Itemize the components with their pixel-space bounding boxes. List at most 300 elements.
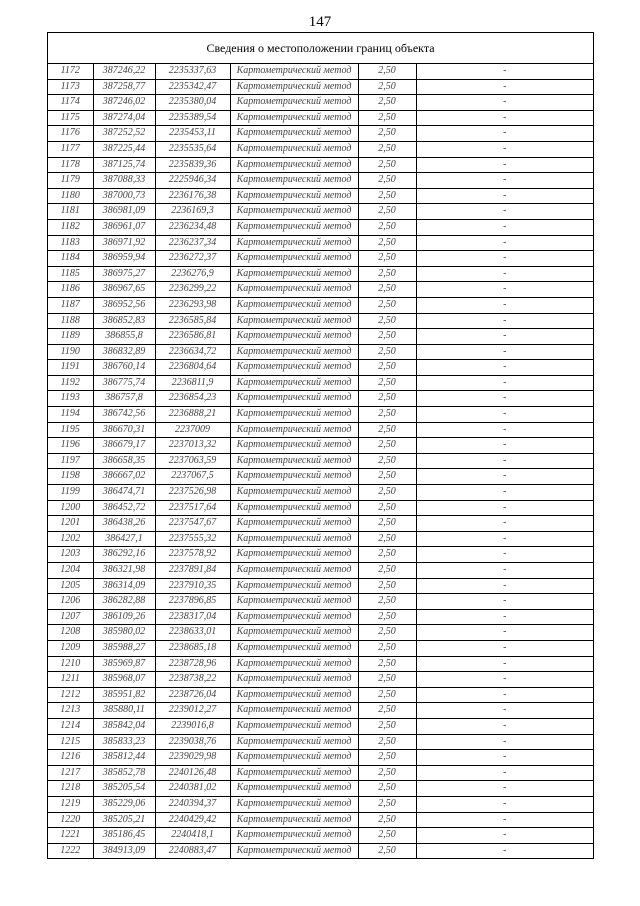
x-coordinate-cell: 386757,8 xyxy=(93,391,155,407)
point-number-cell: 1184 xyxy=(48,251,93,267)
point-number-cell: 1196 xyxy=(48,438,93,454)
table-row xyxy=(48,422,593,438)
point-number-cell: 1215 xyxy=(48,734,93,750)
x-coordinate-cell: 387274,04 xyxy=(93,110,155,126)
x-coordinate-cell: 386321,98 xyxy=(93,563,155,579)
x-coordinate-cell: 385186,45 xyxy=(93,828,155,844)
description-cell: - xyxy=(416,750,593,766)
precision-cell: 2,50 xyxy=(358,235,416,251)
y-coordinate-cell: 2236811,9 xyxy=(155,375,230,391)
method-cell: Картометрический метод xyxy=(230,251,358,267)
y-coordinate-cell: 2236237,34 xyxy=(155,235,230,251)
method-cell: Картометрический метод xyxy=(230,375,358,391)
table-row xyxy=(48,718,593,734)
precision-cell: 2,50 xyxy=(358,796,416,812)
description-cell: - xyxy=(416,141,593,157)
description-cell: - xyxy=(416,563,593,579)
table-row xyxy=(48,703,593,719)
description-cell: - xyxy=(416,422,593,438)
point-number-cell: 1221 xyxy=(48,828,93,844)
point-number-cell: 1218 xyxy=(48,781,93,797)
method-cell: Картометрический метод xyxy=(230,796,358,812)
description-cell: - xyxy=(416,625,593,641)
precision-cell: 2,50 xyxy=(358,843,416,858)
description-cell: - xyxy=(416,126,593,142)
y-coordinate-cell: 2235839,36 xyxy=(155,157,230,173)
method-cell: Картометрический метод xyxy=(230,173,358,189)
y-coordinate-cell: 2236299,22 xyxy=(155,282,230,298)
precision-cell: 2,50 xyxy=(358,500,416,516)
description-cell: - xyxy=(416,640,593,656)
point-number-cell: 1207 xyxy=(48,609,93,625)
y-coordinate-cell: 2237891,84 xyxy=(155,563,230,579)
precision-cell: 2,50 xyxy=(358,734,416,750)
method-cell: Картометрический метод xyxy=(230,594,358,610)
x-coordinate-cell: 386961,07 xyxy=(93,219,155,235)
table-row xyxy=(48,141,593,157)
method-cell: Картометрический метод xyxy=(230,765,358,781)
point-number-cell: 1210 xyxy=(48,656,93,672)
y-coordinate-cell: 2235453,11 xyxy=(155,126,230,142)
x-coordinate-cell: 386832,89 xyxy=(93,344,155,360)
table-row xyxy=(48,329,593,345)
table-row xyxy=(48,235,593,251)
x-coordinate-cell: 387252,52 xyxy=(93,126,155,142)
table-row xyxy=(48,672,593,688)
table-row xyxy=(48,765,593,781)
x-coordinate-cell: 386952,56 xyxy=(93,297,155,313)
precision-cell: 2,50 xyxy=(358,188,416,204)
table-row xyxy=(48,516,593,532)
table-row xyxy=(48,219,593,235)
x-coordinate-cell: 385205,54 xyxy=(93,781,155,797)
point-number-cell: 1174 xyxy=(48,95,93,111)
x-coordinate-cell: 385205,21 xyxy=(93,812,155,828)
x-coordinate-cell: 385880,11 xyxy=(93,703,155,719)
table-row xyxy=(48,531,593,547)
x-coordinate-cell: 385852,78 xyxy=(93,765,155,781)
x-coordinate-cell: 385833,23 xyxy=(93,734,155,750)
y-coordinate-cell: 2236234,48 xyxy=(155,219,230,235)
x-coordinate-cell: 387125,74 xyxy=(93,157,155,173)
description-cell: - xyxy=(416,344,593,360)
method-cell: Картометрический метод xyxy=(230,391,358,407)
point-number-cell: 1182 xyxy=(48,219,93,235)
description-cell: - xyxy=(416,469,593,485)
method-cell: Картометрический метод xyxy=(230,95,358,111)
x-coordinate-cell: 386852,83 xyxy=(93,313,155,329)
description-cell: - xyxy=(416,594,593,610)
method-cell: Картометрический метод xyxy=(230,64,358,79)
method-cell: Картометрический метод xyxy=(230,781,358,797)
description-cell: - xyxy=(416,407,593,423)
x-coordinate-cell: 386760,14 xyxy=(93,360,155,376)
method-cell: Картометрический метод xyxy=(230,609,358,625)
description-cell: - xyxy=(416,828,593,844)
precision-cell: 2,50 xyxy=(358,453,416,469)
table-row xyxy=(48,313,593,329)
y-coordinate-cell: 2240429,42 xyxy=(155,812,230,828)
description-cell: - xyxy=(503,844,507,856)
x-coordinate-cell: 386775,74 xyxy=(93,375,155,391)
point-number-cell: 1203 xyxy=(48,547,93,563)
table-row xyxy=(48,687,593,703)
y-coordinate-cell: 2236585,84 xyxy=(155,313,230,329)
x-coordinate-cell: 386427,1 xyxy=(93,531,155,547)
method-cell: Картометрический метод xyxy=(230,313,358,329)
precision-cell: 2,50 xyxy=(358,157,416,173)
description-cell: - xyxy=(416,313,593,329)
method-cell: Картометрический метод xyxy=(230,656,358,672)
table-row xyxy=(48,438,593,454)
y-coordinate-cell: 2240381,02 xyxy=(155,781,230,797)
point-number-cell: 1198 xyxy=(48,469,93,485)
table-row xyxy=(48,485,593,501)
method-cell: Картометрический метод xyxy=(230,828,358,844)
method-cell: Картометрический метод xyxy=(230,843,358,858)
method-cell: Картометрический метод xyxy=(230,438,358,454)
description-cell: - xyxy=(416,204,593,220)
page-number: 147 xyxy=(308,14,332,30)
boundary-table xyxy=(47,32,594,859)
y-coordinate-cell: 2237578,92 xyxy=(155,547,230,563)
table-row xyxy=(48,297,593,313)
precision-cell: 2,50 xyxy=(358,485,416,501)
table-row xyxy=(48,204,593,220)
method-cell: Картометрический метод xyxy=(230,563,358,579)
point-number-cell: 1188 xyxy=(48,313,93,329)
table-row xyxy=(48,64,593,79)
y-coordinate-cell: 2235337,63 xyxy=(155,64,230,79)
precision-cell: 2,50 xyxy=(358,219,416,235)
table-row xyxy=(48,750,593,766)
precision-cell: 2,50 xyxy=(358,204,416,220)
method-cell: Картометрический метод xyxy=(230,126,358,142)
method-cell: Картометрический метод xyxy=(230,157,358,173)
table-row xyxy=(48,95,593,111)
table-row xyxy=(48,188,593,204)
x-coordinate-cell: 386438,26 xyxy=(93,516,155,532)
y-coordinate-cell: 2237063,59 xyxy=(155,453,230,469)
y-coordinate-cell: 2239029,98 xyxy=(155,750,230,766)
method-cell: Картометрический метод xyxy=(230,469,358,485)
method-cell: Картометрический метод xyxy=(230,578,358,594)
y-coordinate-cell: 2236854,23 xyxy=(155,391,230,407)
description-cell: - xyxy=(416,110,593,126)
y-coordinate-cell: 2238317,04 xyxy=(155,609,230,625)
table-row xyxy=(48,625,593,641)
y-coordinate-cell: 2236169,3 xyxy=(155,204,230,220)
description-cell: - xyxy=(416,516,593,532)
description-cell: - xyxy=(416,781,593,797)
method-cell: Картометрический метод xyxy=(230,141,358,157)
precision-cell: 2,50 xyxy=(358,828,416,844)
x-coordinate-cell: 385968,07 xyxy=(93,672,155,688)
y-coordinate-cell: 2225946,34 xyxy=(155,173,230,189)
method-cell: Картометрический метод xyxy=(230,718,358,734)
precision-cell: 2,50 xyxy=(358,438,416,454)
point-number-cell: 1195 xyxy=(48,422,93,438)
x-coordinate-cell: 385969,87 xyxy=(93,656,155,672)
table-row xyxy=(48,110,593,126)
x-coordinate-cell: 387246,02 xyxy=(93,95,155,111)
description-cell: - xyxy=(416,251,593,267)
method-cell: Картометрический метод xyxy=(230,79,358,95)
description-cell: - xyxy=(416,656,593,672)
x-coordinate-cell: 384913,09 xyxy=(93,843,155,858)
method-cell: Картометрический метод xyxy=(230,110,358,126)
point-number-cell: 1176 xyxy=(48,126,93,142)
method-cell: Картометрический метод xyxy=(230,453,358,469)
x-coordinate-cell: 385988,27 xyxy=(93,640,155,656)
table-title: Сведения о местоположении границ объекта xyxy=(48,33,593,64)
point-number-cell: 1220 xyxy=(48,812,93,828)
table-row xyxy=(48,282,593,298)
x-coordinate-cell: 386679,17 xyxy=(93,438,155,454)
table-row xyxy=(48,843,593,858)
table-row xyxy=(48,251,593,267)
point-number-cell: 1219 xyxy=(48,796,93,812)
description-cell: - xyxy=(416,531,593,547)
description-cell: - xyxy=(416,578,593,594)
precision-cell: 2,50 xyxy=(358,407,416,423)
point-number-cell: 1209 xyxy=(48,640,93,656)
point-number-cell: 1186 xyxy=(48,282,93,298)
precision-cell: 2,50 xyxy=(358,141,416,157)
x-coordinate-cell: 387000,73 xyxy=(93,188,155,204)
point-number-cell: 1211 xyxy=(48,672,93,688)
x-coordinate-cell: 387088,33 xyxy=(93,173,155,189)
y-coordinate-cell: 2240883,47 xyxy=(155,843,230,858)
table-row xyxy=(48,469,593,485)
description-cell: - xyxy=(416,609,593,625)
method-cell: Картометрический метод xyxy=(230,500,358,516)
y-coordinate-cell: 2239016,8 xyxy=(155,718,230,734)
x-coordinate-cell: 387258,77 xyxy=(93,79,155,95)
table-row xyxy=(48,563,593,579)
y-coordinate-cell: 2238738,22 xyxy=(155,672,230,688)
point-number-cell: 1185 xyxy=(48,266,93,282)
precision-cell: 2,50 xyxy=(358,531,416,547)
precision-cell: 2,50 xyxy=(358,360,416,376)
y-coordinate-cell: 2236293,98 xyxy=(155,297,230,313)
y-coordinate-cell: 2236804,64 xyxy=(155,360,230,376)
method-cell: Картометрический метод xyxy=(230,235,358,251)
description-cell: - xyxy=(416,219,593,235)
precision-cell: 2,50 xyxy=(358,594,416,610)
x-coordinate-cell: 387225,44 xyxy=(93,141,155,157)
table-row xyxy=(48,578,593,594)
method-cell: Картометрический метод xyxy=(230,687,358,703)
x-coordinate-cell: 386282,88 xyxy=(93,594,155,610)
y-coordinate-cell: 2236586,81 xyxy=(155,329,230,345)
x-coordinate-cell: 386959,94 xyxy=(93,251,155,267)
description-cell: - xyxy=(416,329,593,345)
table-row xyxy=(48,344,593,360)
precision-cell: 2,50 xyxy=(358,110,416,126)
point-number-cell: 1183 xyxy=(48,235,93,251)
description-cell: - xyxy=(416,438,593,454)
x-coordinate-cell: 386981,09 xyxy=(93,204,155,220)
x-coordinate-cell: 386855,8 xyxy=(93,329,155,345)
description-cell: - xyxy=(416,796,593,812)
precision-cell: 2,50 xyxy=(358,625,416,641)
point-number-cell: 1200 xyxy=(48,500,93,516)
point-number-cell: 1187 xyxy=(48,297,93,313)
precision-cell: 2,50 xyxy=(358,750,416,766)
precision-cell: 2,50 xyxy=(358,672,416,688)
y-coordinate-cell: 2235535,64 xyxy=(155,141,230,157)
method-cell: Картометрический метод xyxy=(230,750,358,766)
y-coordinate-cell: 2239038,76 xyxy=(155,734,230,750)
method-cell: Картометрический метод xyxy=(230,282,358,298)
description-cell: - xyxy=(416,703,593,719)
precision-cell: 2,50 xyxy=(358,469,416,485)
y-coordinate-cell: 2237067,5 xyxy=(155,469,230,485)
method-cell: Картометрический метод xyxy=(230,266,358,282)
x-coordinate-cell: 386670,31 xyxy=(93,422,155,438)
description-cell: - xyxy=(416,734,593,750)
description-cell: - xyxy=(416,812,593,828)
x-coordinate-cell: 385842,04 xyxy=(93,718,155,734)
point-number-cell: 1192 xyxy=(48,375,93,391)
x-coordinate-cell: 386742,56 xyxy=(93,407,155,423)
precision-cell: 2,50 xyxy=(358,329,416,345)
y-coordinate-cell: 2237910,35 xyxy=(155,578,230,594)
point-number-cell: 1173 xyxy=(48,79,93,95)
method-cell: Картометрический метод xyxy=(230,485,358,501)
precision-cell: 2,50 xyxy=(358,391,416,407)
table-row xyxy=(48,594,593,610)
y-coordinate-cell: 2235342,47 xyxy=(155,79,230,95)
y-coordinate-cell: 2235389,54 xyxy=(155,110,230,126)
precision-cell: 2,50 xyxy=(358,640,416,656)
table-row xyxy=(48,500,593,516)
y-coordinate-cell: 2237555,32 xyxy=(155,531,230,547)
precision-cell: 2,50 xyxy=(358,765,416,781)
precision-cell: 2,50 xyxy=(358,703,416,719)
precision-cell: 2,50 xyxy=(358,344,416,360)
description-cell: - xyxy=(416,157,593,173)
method-cell: Картометрический метод xyxy=(230,734,358,750)
description-cell: - xyxy=(416,95,593,111)
method-cell: Картометрический метод xyxy=(230,297,358,313)
y-coordinate-cell: 2240394,37 xyxy=(155,796,230,812)
description-cell: - xyxy=(416,500,593,516)
point-number-cell: 1177 xyxy=(48,141,93,157)
method-cell: Картометрический метод xyxy=(230,703,358,719)
point-number-cell: 1205 xyxy=(48,578,93,594)
point-number-cell: 1217 xyxy=(48,765,93,781)
x-coordinate-cell: 386474,71 xyxy=(93,485,155,501)
method-cell: Картометрический метод xyxy=(230,219,358,235)
x-coordinate-cell: 385951,82 xyxy=(93,687,155,703)
y-coordinate-cell: 2237517,64 xyxy=(155,500,230,516)
point-number-cell: 1190 xyxy=(48,344,93,360)
precision-cell: 2,50 xyxy=(358,282,416,298)
point-number-cell: 1178 xyxy=(48,157,93,173)
table-body xyxy=(48,64,593,858)
table-row xyxy=(48,796,593,812)
method-cell: Картометрический метод xyxy=(230,188,358,204)
precision-cell: 2,50 xyxy=(358,578,416,594)
table-row xyxy=(48,79,593,95)
description-cell: - xyxy=(416,391,593,407)
method-cell: Картометрический метод xyxy=(230,422,358,438)
point-number-cell: 1179 xyxy=(48,173,93,189)
precision-cell: 2,50 xyxy=(358,422,416,438)
table-row xyxy=(48,828,593,844)
point-number-cell: 1193 xyxy=(48,391,93,407)
precision-cell: 2,50 xyxy=(358,375,416,391)
table-row xyxy=(48,656,593,672)
point-number-cell: 1189 xyxy=(48,329,93,345)
precision-cell: 2,50 xyxy=(358,251,416,267)
y-coordinate-cell: 2238726,04 xyxy=(155,687,230,703)
point-number-cell: 1204 xyxy=(48,563,93,579)
table-row xyxy=(48,812,593,828)
method-cell: Картометрический метод xyxy=(230,344,358,360)
y-coordinate-cell: 2237013,32 xyxy=(155,438,230,454)
precision-cell: 2,50 xyxy=(358,547,416,563)
x-coordinate-cell: 387246,22 xyxy=(93,64,155,79)
point-number-cell: 1175 xyxy=(48,110,93,126)
x-coordinate-cell: 386971,92 xyxy=(93,235,155,251)
precision-cell: 2,50 xyxy=(358,563,416,579)
point-number-cell: 1206 xyxy=(48,594,93,610)
point-number-cell: 1201 xyxy=(48,516,93,532)
description-cell: - xyxy=(416,453,593,469)
y-coordinate-cell: 2238728,96 xyxy=(155,656,230,672)
method-cell: Картометрический метод xyxy=(230,407,358,423)
y-coordinate-cell: 2237526,98 xyxy=(155,485,230,501)
x-coordinate-cell: 386109,26 xyxy=(93,609,155,625)
y-coordinate-cell: 2237896,85 xyxy=(155,594,230,610)
point-number-cell: 1181 xyxy=(48,204,93,220)
point-number-cell: 1222 xyxy=(48,843,93,858)
description-cell: - xyxy=(416,360,593,376)
precision-cell: 2,50 xyxy=(358,516,416,532)
point-number-cell: 1197 xyxy=(48,453,93,469)
method-cell: Картометрический метод xyxy=(230,672,358,688)
point-number-cell: 1199 xyxy=(48,485,93,501)
y-coordinate-cell: 2238633,01 xyxy=(155,625,230,641)
y-coordinate-cell: 2237009 xyxy=(155,422,230,438)
precision-cell: 2,50 xyxy=(358,126,416,142)
table-row xyxy=(48,547,593,563)
y-coordinate-cell: 2236276,9 xyxy=(155,266,230,282)
y-coordinate-cell: 2240126,48 xyxy=(155,765,230,781)
y-coordinate-cell: 2235380,04 xyxy=(155,95,230,111)
precision-cell: 2,50 xyxy=(358,95,416,111)
method-cell: Картометрический метод xyxy=(230,640,358,656)
y-coordinate-cell: 2236634,72 xyxy=(155,344,230,360)
point-number-cell: 1172 xyxy=(48,64,93,79)
point-number-cell: 1213 xyxy=(48,703,93,719)
x-coordinate-cell: 385812,44 xyxy=(93,750,155,766)
method-cell: Картометрический метод xyxy=(230,531,358,547)
description-cell: - xyxy=(416,79,593,95)
table-row xyxy=(48,609,593,625)
method-cell: Картометрический метод xyxy=(230,204,358,220)
description-cell: - xyxy=(416,375,593,391)
precision-cell: 2,50 xyxy=(358,297,416,313)
precision-cell: 2,50 xyxy=(358,79,416,95)
precision-cell: 2,50 xyxy=(358,313,416,329)
y-coordinate-cell: 2237547,67 xyxy=(155,516,230,532)
x-coordinate-cell: 385229,06 xyxy=(93,796,155,812)
description-cell: - xyxy=(416,235,593,251)
